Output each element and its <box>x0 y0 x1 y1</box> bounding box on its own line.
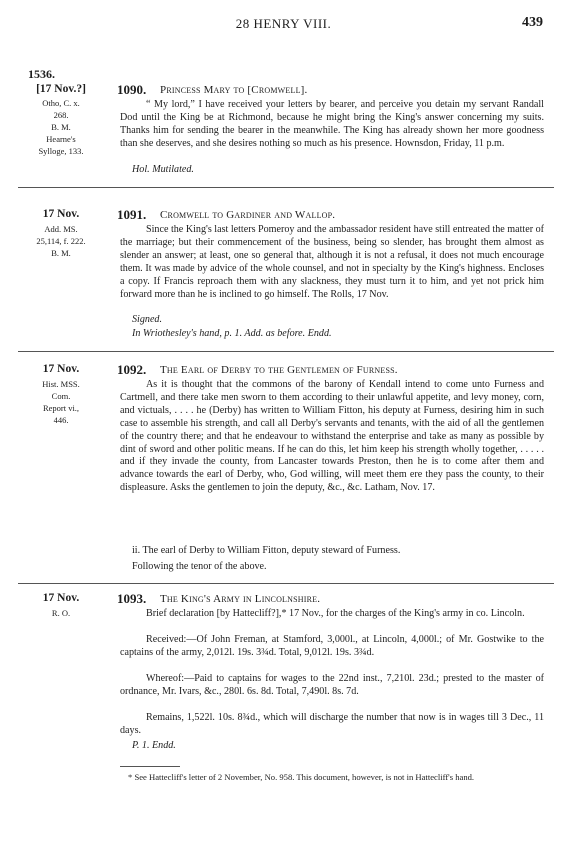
entry-title: Princess Mary to [Cromwell]. <box>160 84 308 96</box>
entry-note: P. 1. Endd. <box>132 740 176 751</box>
entry-date: [17 Nov.?] <box>36 83 86 95</box>
entry-date: 17 Nov. <box>42 592 80 604</box>
running-title: 28 HENRY VIII. <box>235 16 332 31</box>
section-divider <box>18 351 554 352</box>
year-heading: 1536. <box>28 67 55 81</box>
entry-number: 1093. <box>117 591 147 606</box>
entry-subitem: ii. The earl of Derby to William Fitton, deputy steward of Furness. <box>132 545 401 556</box>
entry-note: Hol. Mutilated. <box>132 164 194 175</box>
entry-body: “ My lord,” I have received your letters by bearer, and perceive you detain my servant Randall Dod until the King be at Richmond, because he might bring the King's answer concerning my suits. Thanks him for sending the bearer in the meanwhile. The King has already shown her more goodness than she deserves, and she desires nothing so much as his presence. Hownsdon, Friday, 11 p.m. <box>120 99 544 149</box>
entry-note: In Wriothesley's hand, p. 1. Add. as before. Endd. <box>132 328 332 339</box>
entry-number: 1092. <box>117 362 147 377</box>
entry-signed: Signed. <box>132 314 162 325</box>
entry-title: The King's Army in Lincolnshire. <box>160 593 321 605</box>
footnote: * See Hattecliff's letter of 2 November, No. 958. This document, however, is not in Hattecliff's hand. <box>128 772 475 782</box>
entry-paragraph: Received:—Of John Freman, at Stamford, 3,000l., at Lincoln, 4,000l.; of Mr. Gostwike to the captains of the army, 2,012l. 19s. 3¾d. Total, 9,012l. 19s. 3¾d. <box>120 634 544 658</box>
entry-number: 1091. <box>117 207 147 222</box>
entry-references: Hist. MSS. Com. Report vi., 446. <box>42 379 80 425</box>
entry-date: 17 Nov. <box>42 363 80 375</box>
entry-references: R. O. <box>51 608 71 618</box>
section-divider <box>18 583 554 584</box>
entry-subitem-note: Following the tenor of the above. <box>132 561 267 572</box>
page-number: 439 <box>522 15 543 30</box>
entry-title: The Earl of Derby to the Gentlemen of Furness. <box>160 364 398 376</box>
entry-paragraph: Remains, 1,522l. 10s. 8¾d., which will discharge the number that now is in wages till 3 Dec., 11 days. <box>120 712 544 736</box>
entry-paragraph: Brief declaration [by Hattecliff?],* 17 Nov., for the charges of the King's army in co. Lincoln. <box>146 608 525 619</box>
section-divider <box>18 187 554 188</box>
entry-body: Since the King's last letters Pomeroy and the ambassador resident have still entreated the matter of the marriage; but their commencement of the business, being so slender, has brought them almost as slender an answer; at least, one so general that, although it is not a refusal, it does not much encourage them. It was made by advice of the whole counsel, and not in specialty by the King's highness. Encloses a copy. If Francis reproach them with any slackness, they must turn it to him, and yet not prick him forward more than he is inclined to go himself. The Rolls, 17 Nov. <box>120 224 544 300</box>
entry-title: Cromwell to Gardiner and Wallop. <box>160 209 336 221</box>
entry-paragraph: Whereof:—Paid to captains for wages to the 22nd inst., 7,210l. 23d.; prested to the master of ordnance, Mr. Ivars, &c., 280l. 6s. 8d. Total, 7,490l. 8s. 7d. <box>120 673 544 697</box>
entry-date: 17 Nov. <box>42 208 80 220</box>
entry-references: Add. MS. 25,114, f. 222. B. M. <box>36 224 86 258</box>
entry-references: Otho, C. x. 268. B. M. Hearne's Sylloge, 133. <box>38 98 84 156</box>
entry-body: As it is thought that the commons of the barony of Kendall intend to come unto Furness and Cartmell, and there take men sworn to them according to their unlawful appetite, and levy money, corn, and victuals, . . . . he (Derby) has written to William Fitton, his deputy at Furness, desiring him in such case to assemble his strength, and call all Derby's servants and tenants, with the aid of all the gentlemen of the country there; and that he endeavour to withstand the enterprise and take as many as possible by dint of sword and other politic means. If he can do this, let him keep his strength wholly together, . . . . . and if they invade the county, from Lancaster towards Preston, then he is to come after them and advance towards the earl of Derby, who, God willing, will meet them ere they pass the county, to their displeasure. Asks the gentlemen to join the deputy, &c., &c. Latham, Nov. 17. <box>120 379 544 494</box>
footnote-rule <box>120 766 180 767</box>
entry-number: 1090. <box>117 82 147 97</box>
